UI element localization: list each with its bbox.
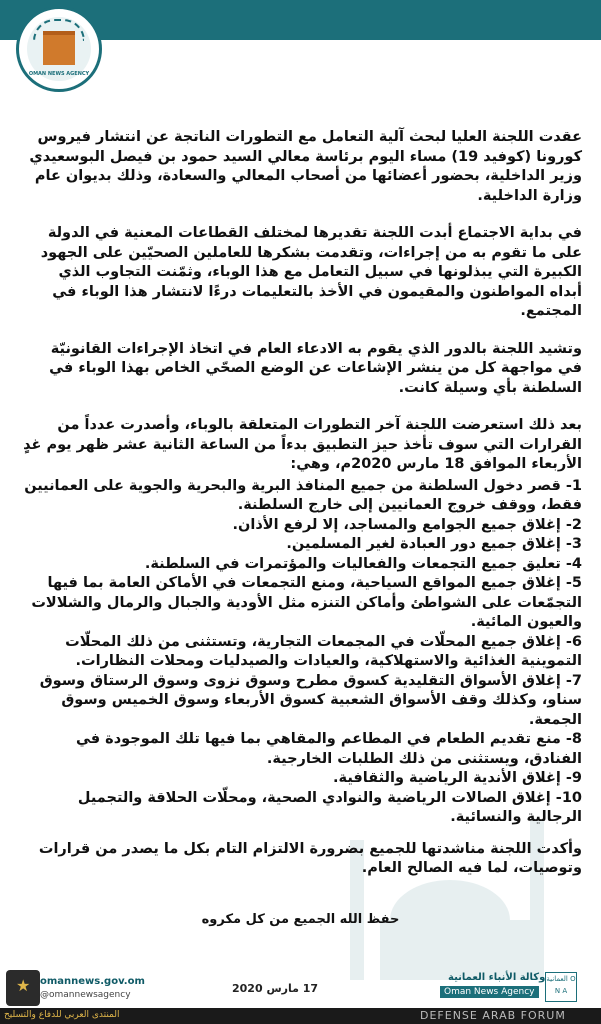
paragraph-prosecution: وتشيد اللجنة بالدور الذي يقوم به الادعاء العام في اتخاذ الإجراءات القانونيّة في مواجهة كل من ينشر الإشاعات عن الوضع الصحّي الخاص بهذا الوباء في السلطنة بأي وسيلة كانت.	[49, 340, 582, 396]
decision-item: 9- إغلاق الأندية الرياضية والثقافية.	[333, 770, 582, 786]
decisions-list	[22, 477, 582, 828]
decision-item: 10- إغلاق الصالات الرياضية والنوادي الصحية، ومحلّات الحلاقة والتجميل الرجالية والنسائية.	[77, 789, 582, 825]
paragraph-appreciation: في بداية الاجتماع أبدت اللجنة تقديرها لمختلف القطاعات المعنية في الدولة على ما تقوم به من إجراءات، وتقدمت بشكرها للعاملين الصحيّين على الجهود الكبيرة التي يبذلونها في سبيل التعامل مع هذا الوباء، وثمّنت التجاوب الذي أبداه المواطنون والمقيمون في الأخذ بالتعليمات درءًا لانتشار هذا الوباء في المجتمع.	[40, 225, 582, 319]
footer	[0, 968, 601, 1008]
decision-item: 4- تعليق جميع التجمعات والفعاليات والمؤتمرات في السلطنة.	[144, 555, 582, 572]
forum-name-arabic: المنتدى العربي للدفاع والتسليح	[4, 1010, 120, 1020]
closing-line: حفظ الله الجميع من كل مكروه	[201, 912, 400, 927]
oman-news-agency-logo	[16, 6, 102, 92]
decision-item: 1- قصر دخول السلطنة من جميع المنافذ البرية والبحرية والجوية على العمانيين فقط، ووقف خروج العمانيين إلى خارج السلطنة.	[24, 477, 582, 513]
paragraph-final: وأكدت اللجنة مناشدتها للجميع بضرورة الالتزام التام بكل ما يصدر من قرارات وتوصيات، لما فيه الصالح العام.	[38, 840, 582, 876]
statement-date: 17 مارس 2020	[232, 982, 319, 995]
social-handle[interactable]: @omannewsagency	[40, 990, 131, 1000]
decision-item: 7- إغلاق الأسواق التقليدية كسوق مطرح وسوق نزوى وسوق الرستاق وسوق سناو، وكذلك وقف الأسواق الشعبية كسوق الأربعاء وسوق الخميس وسوق الجمعة.	[39, 672, 582, 728]
agency-name-arabic: وكالة الأنباء العمانية	[448, 972, 546, 983]
paragraph-decisions-intro: بعد ذلك استعرضت اللجنة آخر التطورات المتعلقة بالوباء، وأصدرت عدداً من القرارات التي سوف تأخذ حيز التطبيق بدءاً من الساعة الثانية عشر ظهر يوم غدٍ الأربعاء الموافق 18 مارس 2020م، وهي:	[23, 417, 582, 472]
agency-name-english: Oman News Agency	[440, 986, 539, 998]
decision-item: 5- إغلاق جميع المواقع السياحية، ومنع التجمعات في الأماكن العامة بما فيها التجمّعات على الشواطئ وأماكن التنزه مثل الأودية والجبال والرمال والشلالات والعيون المائية.	[31, 575, 582, 630]
star-icon: ★	[16, 976, 31, 995]
decision-item: 6- إغلاق جميع المحلّات في المجمعات التجارية، وتستثنى من ذلك المحلّات التموينية الغذائية والاستهلاكية، والعيادات والصيدليات ومحلات النظارات.	[65, 633, 582, 669]
logo-text: OMAN NEWS AGENCY	[28, 71, 90, 77]
paragraph-intro: عقدت اللجنة العليا لبحث آلية التعامل مع التطورات الناتجة عن انتشار فيروس كورونا (كوفيد 19) مساء اليوم برئاسة معالي السيد حمود بن فيصل البوسعيدي وزير الداخلية، بحضور أعضائها من أصحاب المعالي والسعادة، وذلك بديوان عام وزارة الداخلية.	[29, 129, 582, 204]
fort-icon	[43, 31, 75, 65]
forum-name-english: DEFENSE ARAB FORUM	[420, 1009, 566, 1022]
agency-mark: العمانية O N A	[545, 972, 577, 1002]
decision-item: 2- إغلاق جميع الجوامع والمساجد، إلا لرفع الأذان.	[232, 516, 582, 533]
forum-badge	[6, 970, 40, 1006]
statement-body	[22, 128, 582, 897]
website-link[interactable]: omannews.gov.om	[40, 976, 145, 987]
decision-item: 3- إغلاق جميع دور العبادة لغير المسلمين.	[286, 536, 582, 552]
decision-item: 8- منع تقديم الطعام في المطاعم والمقاهي بما فيها تلك الموجودة في الفنادق، ويستثنى من ذلك الطلبات الخارجية.	[75, 731, 582, 767]
